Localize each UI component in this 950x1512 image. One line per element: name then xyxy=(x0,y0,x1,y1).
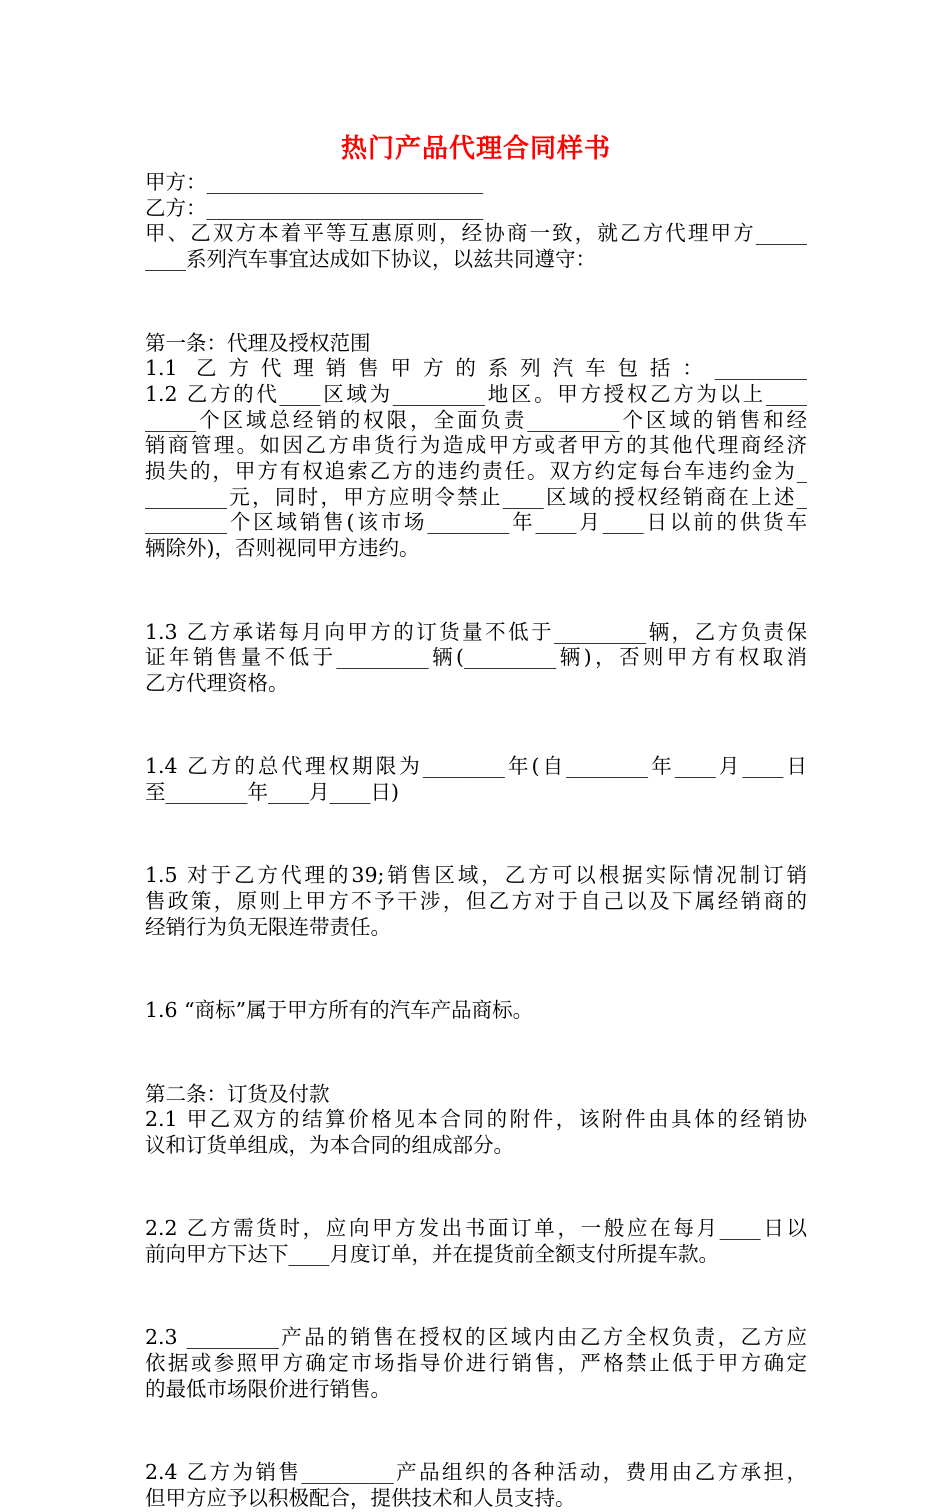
blank-line xyxy=(145,1419,807,1445)
body-line: ____系列汽车事宜达成如下协议，以兹共同遵守： xyxy=(145,247,596,272)
body-line: 损失的，甲方有权追索乙方的违约责任。双方约定每台车违约金为_ xyxy=(145,459,807,484)
body-line: 售政策，原则上甲方不予干涉，但乙方对于自己以及下属经销商的 xyxy=(145,889,807,914)
body-line: 辆除外)，否则视同甲方违约。 xyxy=(145,536,420,561)
body-line: 1.4 乙方的总代理权期限为________年(自________年____月____日 xyxy=(145,754,807,779)
body-line: _____个区域总经销的权限，全面负责_________个区域的销售和经 xyxy=(145,407,807,432)
body-line: 第二条：订货及付款 xyxy=(145,1081,330,1106)
body-line: 乙方：___________________________ xyxy=(145,195,484,220)
body-line: 乙方代理资格。 xyxy=(145,670,289,695)
body-line: 2.2 乙方需货时，应向甲方发出书面订单，一般应在每月____日以 xyxy=(145,1216,807,1241)
body-line: 1.5 对于乙方代理的39;销售区域，乙方可以根据实际情况制订销 xyxy=(145,863,807,888)
body-line: 甲、乙双方本着平等互惠原则，经协商一致，就乙方代理甲方_____ xyxy=(145,221,807,246)
body-line: 经销行为负无限连带责任。 xyxy=(145,914,391,939)
body-line: 2.3 _________产品的销售在授权的区域内由乙方全权负责，乙方应 xyxy=(145,1325,807,1350)
document-title: 热门产品代理合同样书 xyxy=(340,134,611,164)
body-line: 证年销售量不低于_________辆(_________辆)，否则甲方有权取消 xyxy=(145,645,807,670)
body-line: 第一条：代理及授权范围 xyxy=(145,330,371,355)
body-line: 1.6 “商标”属于甲方所有的汽车产品商标。 xyxy=(145,998,534,1023)
document-page xyxy=(145,128,807,1512)
body-line: 议和订货单组成，为本合同的组成部分。 xyxy=(145,1133,514,1157)
blank-line xyxy=(145,957,807,983)
blank-line xyxy=(145,1284,807,1310)
body-line: 1.2 乙方的代____区域为_________地区。甲方授权乙方为以上____ xyxy=(145,381,807,406)
blank-line xyxy=(145,713,807,739)
body-line: 2.1 甲乙双方的结算价格见本合同的附件，该附件由具体的经销协 xyxy=(145,1107,807,1132)
body-line: 2.4 乙方为销售_________产品组织的各种活动，费用由乙方承担， xyxy=(145,1460,807,1485)
blank-line xyxy=(145,289,807,315)
body-line: 但甲方应予以积极配合，提供技术和人员支持。 xyxy=(145,1485,576,1510)
document-body xyxy=(145,170,807,1512)
body-line: 至________年____月____日) xyxy=(145,780,399,805)
body-line: 1.3 乙方承诺每月向甲方的订货量不低于_________辆，乙方负责保 xyxy=(145,619,807,644)
body-line: ________元，同时，甲方应明令禁止____区域的授权经销商在上述_ xyxy=(145,484,807,509)
body-line: ________个区域销售(该市场________年____月____日以前的供货车 xyxy=(145,510,807,535)
body-line: 前向甲方下达下____月度订单，并在提货前全额支付所提车款。 xyxy=(145,1242,719,1267)
blank-line xyxy=(145,578,807,604)
body-line: 甲方：___________________________ xyxy=(145,170,484,194)
blank-line xyxy=(145,1040,807,1066)
body-line: 1.1 乙方代理销售甲方的系列汽车包括：_________ xyxy=(145,356,807,381)
blank-line xyxy=(145,1175,807,1201)
blank-line xyxy=(145,822,807,848)
body-line: 依据或参照甲方确定市场指导价进行销售，严格禁止低于甲方确定 xyxy=(145,1351,807,1376)
body-line: 销商管理。如因乙方串货行为造成甲方或者甲方的其他代理商经济 xyxy=(145,433,807,458)
body-line: 的最低市场限价进行销售。 xyxy=(145,1376,391,1401)
